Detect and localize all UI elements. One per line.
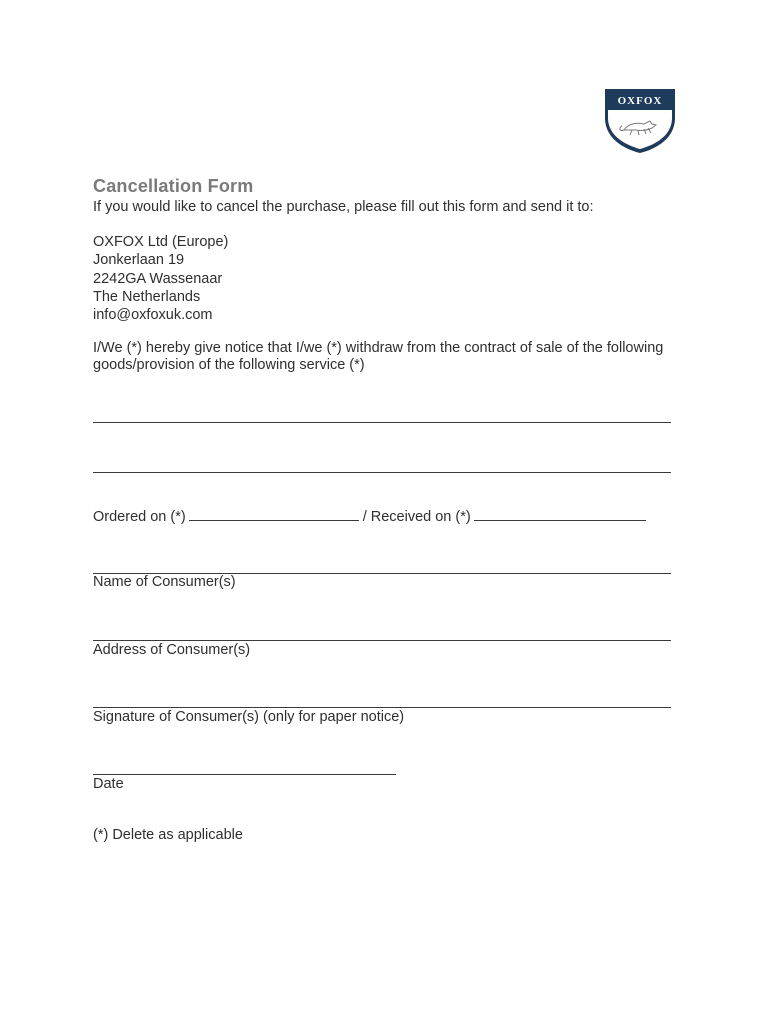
intro-text: If you would like to cancel the purchase, please fill out this form and send it to: (93, 199, 594, 215)
page-title: Cancellation Form (93, 176, 254, 196)
address-field-line[interactable] (93, 640, 671, 641)
dates-row (93, 508, 646, 525)
received-label: / Received on (*) (362, 509, 471, 525)
date-label: Date (93, 776, 124, 792)
address-city: 2242GA Wassenaar (93, 270, 223, 287)
received-on-field[interactable] (474, 508, 646, 521)
signature-field-line[interactable] (93, 707, 671, 708)
address-email[interactable]: info@oxfoxuk.com (93, 307, 213, 324)
oxfox-shield-icon (604, 88, 676, 154)
signature-label: Signature of Consumer(s) (only for paper notice) (93, 709, 405, 725)
footnote: (*) Delete as applicable (93, 827, 243, 843)
address-company: OXFOX Ltd (Europe) (93, 234, 229, 250)
address-country: The Netherlands (93, 288, 201, 305)
withdrawal-notice: I/We (*) hereby give notice that I/we (*) withdraw from the contract of sale of the following goods/provision of the following service (*) (93, 340, 664, 373)
ordered-label: Ordered on (*) (93, 509, 186, 525)
goods-line-1[interactable] (93, 422, 671, 423)
goods-line-2[interactable] (93, 472, 671, 473)
address-label: Address of Consumer(s) (93, 642, 251, 658)
address-street: Jonkerlaan 19 (93, 252, 185, 269)
date-field-line[interactable] (93, 774, 396, 775)
name-label: Name of Consumer(s) (93, 574, 236, 590)
oxfox-logo (604, 88, 676, 154)
company-address (93, 233, 228, 324)
ordered-on-field[interactable] (189, 508, 359, 521)
logo-text: OXFOX (617, 95, 663, 107)
